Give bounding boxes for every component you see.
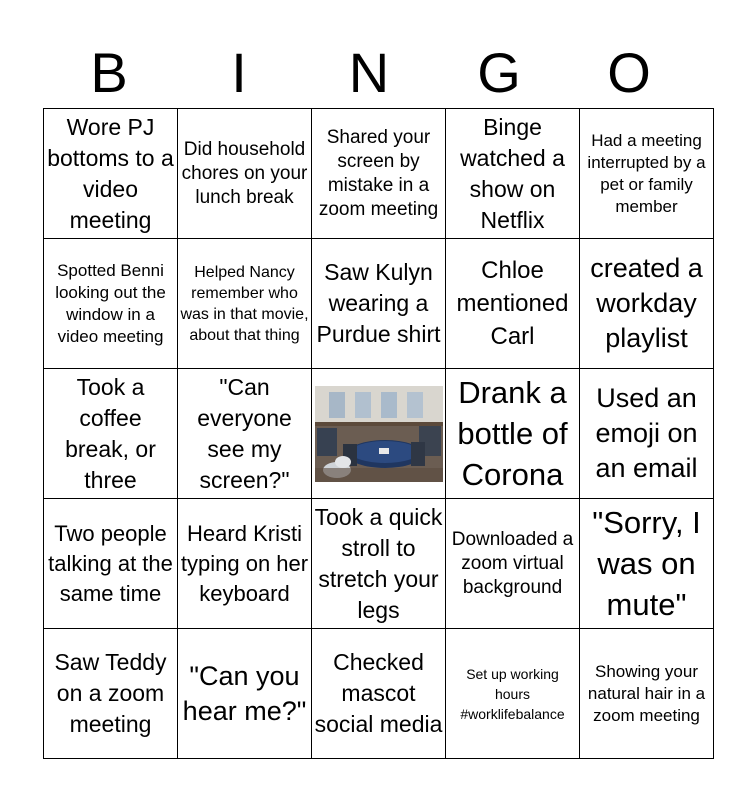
- bingo-cell[interactable]: Heard Kristi typing on her keyboard: [178, 499, 312, 629]
- bingo-cell[interactable]: Took a quick stroll to stretch your legs: [312, 499, 446, 629]
- free-space-cell[interactable]: [312, 369, 446, 499]
- bingo-cell[interactable]: Took a coffee break, or three: [44, 369, 178, 499]
- bingo-cell[interactable]: Checked mascot social media: [312, 629, 446, 759]
- bingo-cell[interactable]: Helped Nancy remember who was in that movie, about that thing: [178, 239, 312, 369]
- bingo-cell[interactable]: Wore PJ bottoms to a video meeting: [44, 109, 178, 239]
- bingo-cell[interactable]: Two people talking at the same time: [44, 499, 178, 629]
- board-row: [44, 629, 714, 759]
- bingo-cell[interactable]: Saw Kulyn wearing a Purdue shirt: [312, 239, 446, 369]
- board-row: [44, 369, 714, 499]
- bingo-header: [44, 38, 694, 108]
- bingo-cell[interactable]: Downloaded a zoom virtual background: [446, 499, 580, 629]
- header-letter-o: O: [607, 41, 651, 104]
- header-letter-b: B: [90, 41, 128, 104]
- header-letter-g: G: [477, 41, 521, 104]
- board-row: [44, 109, 714, 239]
- bingo-cell[interactable]: Chloe mentioned Carl: [446, 239, 580, 369]
- bingo-cell[interactable]: Had a meeting interrupted by a pet or family member: [580, 109, 714, 239]
- office-photo: [315, 386, 443, 482]
- bingo-cell[interactable]: Saw Teddy on a zoom meeting: [44, 629, 178, 759]
- bingo-cell[interactable]: Binge watched a show on Netflix: [446, 109, 580, 239]
- bingo-cell[interactable]: Shared your screen by mistake in a zoom meeting: [312, 109, 446, 239]
- bingo-cell[interactable]: created a workday playlist: [580, 239, 714, 369]
- bingo-cell[interactable]: Used an emoji on an email: [580, 369, 714, 499]
- bingo-cell[interactable]: Showing your natural hair in a zoom meeting: [580, 629, 714, 759]
- header-letter-n: N: [348, 41, 390, 104]
- bingo-cell[interactable]: "Can you hear me?": [178, 629, 312, 759]
- bingo-cell[interactable]: "Sorry, I was on mute": [580, 499, 714, 629]
- bingo-cell[interactable]: Drank a bottle of Corona: [446, 369, 580, 499]
- header-letter-i: I: [231, 41, 247, 104]
- board-row: [44, 239, 714, 369]
- bingo-cell[interactable]: Spotted Benni looking out the window in a video meeting: [44, 239, 178, 369]
- bingo-cell[interactable]: Set up working hours #worklifebalance: [446, 629, 580, 759]
- bingo-cell[interactable]: Did household chores on your lunch break: [178, 109, 312, 239]
- bingo-board: [43, 108, 714, 759]
- bingo-cell[interactable]: "Can everyone see my screen?": [178, 369, 312, 499]
- board-row: [44, 499, 714, 629]
